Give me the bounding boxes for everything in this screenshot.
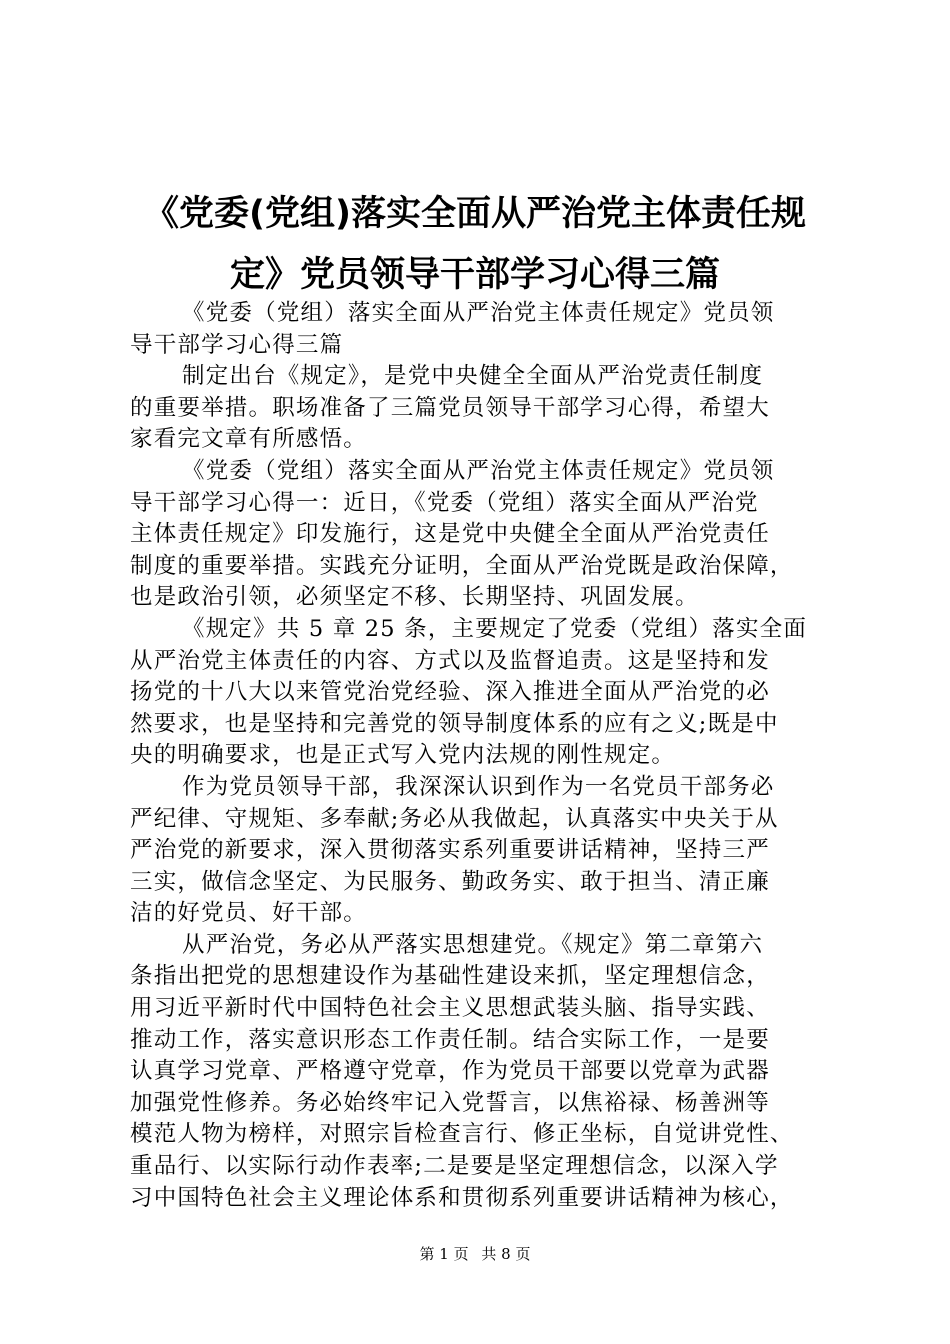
page-total: 共 8 页	[481, 1245, 531, 1263]
paragraph-line: 《规定》共 5 章 25 条，主要规定了党委（党组）落实全面	[182, 615, 808, 642]
paragraph-line: 习中国特色社会主义理论体系和贯彻系列重要讲话精神为核心，	[130, 1184, 794, 1211]
paragraph-line: 推动工作，落实意识形态工作责任制。结合实际工作，一是要	[130, 1026, 770, 1053]
paragraph-line: 加强党性修养。务必始终牢记入党誓言，以焦裕禄、杨善洲等	[130, 1089, 770, 1116]
paragraph-line: 严治党的新要求，深入贯彻落实系列重要讲话精神，坚持三严	[130, 837, 770, 864]
paragraph	[130, 930, 830, 1214]
paragraph-line: 用习近平新时代中国特色社会主义思想武装头脑、指导实践、	[130, 995, 770, 1022]
paragraph-line: 模范人物为榜样，对照宗旨检查言行、修正坐标，自觉讲党性、	[130, 1121, 794, 1148]
paragraph-line: 主体责任规定》印发施行，这是党中央健全全面从严治党责任	[130, 521, 770, 548]
paragraph-line: 《党委（党组）落实全面从严治党主体责任规定》党员领	[182, 457, 775, 484]
paragraph-line: 作为党员领导干部，我深深认识到作为一名党员干部务必	[182, 773, 775, 800]
title-line: 定》党员领导干部学习心得三篇	[229, 255, 720, 295]
paragraph-line: 的重要举措。职场准备了三篇党员领导干部学习心得，希望大	[130, 394, 770, 421]
paragraph-line: 从严治党，务必从严落实思想建党。《规定》第二章第六	[182, 931, 764, 958]
paragraph-line: 条指出把党的思想建设作为基础性建设来抓，坚定理想信念，	[130, 963, 770, 990]
paragraph-line: 严纪律、守规矩、多奉献;务必从我做起，认真落实中央关于从	[130, 805, 779, 832]
paragraph-line: 从严治党主体责任的内容、方式以及监督追责。这是坚持和发	[130, 647, 770, 674]
paragraph	[130, 772, 830, 930]
paragraph-line: 制定出台《规定》，是党中央健全全面从严治党责任制度	[182, 363, 764, 390]
paragraph-line: 认真学习党章、严格遵守党章，作为党员干部要以党章为武器	[130, 1058, 770, 1085]
page-footer	[0, 1244, 950, 1264]
paragraph-line: 扬党的十八大以来管党治党经验、深入推进全面从严治党的必	[130, 679, 770, 706]
paragraph-line: 家看完文章有所感悟。	[130, 426, 368, 453]
paragraph-line: 也是政治引领，必须坚定不移、长期坚持、巩固发展。	[130, 584, 699, 611]
paragraph-line: 导干部学习心得一：近日，《党委（党组）落实全面从严治党	[130, 489, 759, 516]
title-line: 《党委(党组)落实全面从严治党主体责任规	[144, 194, 806, 234]
document-body	[130, 298, 830, 1214]
paragraph-line: 《党委（党组）落实全面从严治党主体责任规定》党员领	[182, 300, 775, 326]
page-number: 第 1 页	[419, 1245, 469, 1263]
paragraph-line: 制度的重要举措。实践充分证明，全面从严治党既是政治保障，	[130, 552, 794, 579]
paragraph	[130, 361, 830, 456]
paragraph-line: 然要求，也是坚持和完善党的领导制度体系的应有之义;既是中	[130, 710, 779, 737]
paragraph	[130, 298, 830, 361]
paragraph	[130, 614, 830, 772]
document-title	[120, 184, 830, 306]
paragraph-line: 央的明确要求，也是正式写入党内法规的刚性规定。	[130, 742, 676, 769]
paragraph-line: 导干部学习心得三篇	[130, 331, 344, 358]
paragraph-line: 三实，做信念坚定、为民服务、勤政务实、敢于担当、清正廉	[130, 868, 770, 895]
paragraph	[130, 456, 830, 614]
paragraph-line: 重品行、以实际行动作表率;二是要是坚定理想信念，以深入学	[130, 1153, 779, 1180]
paragraph-line: 洁的好党员、好干部。	[130, 900, 368, 927]
